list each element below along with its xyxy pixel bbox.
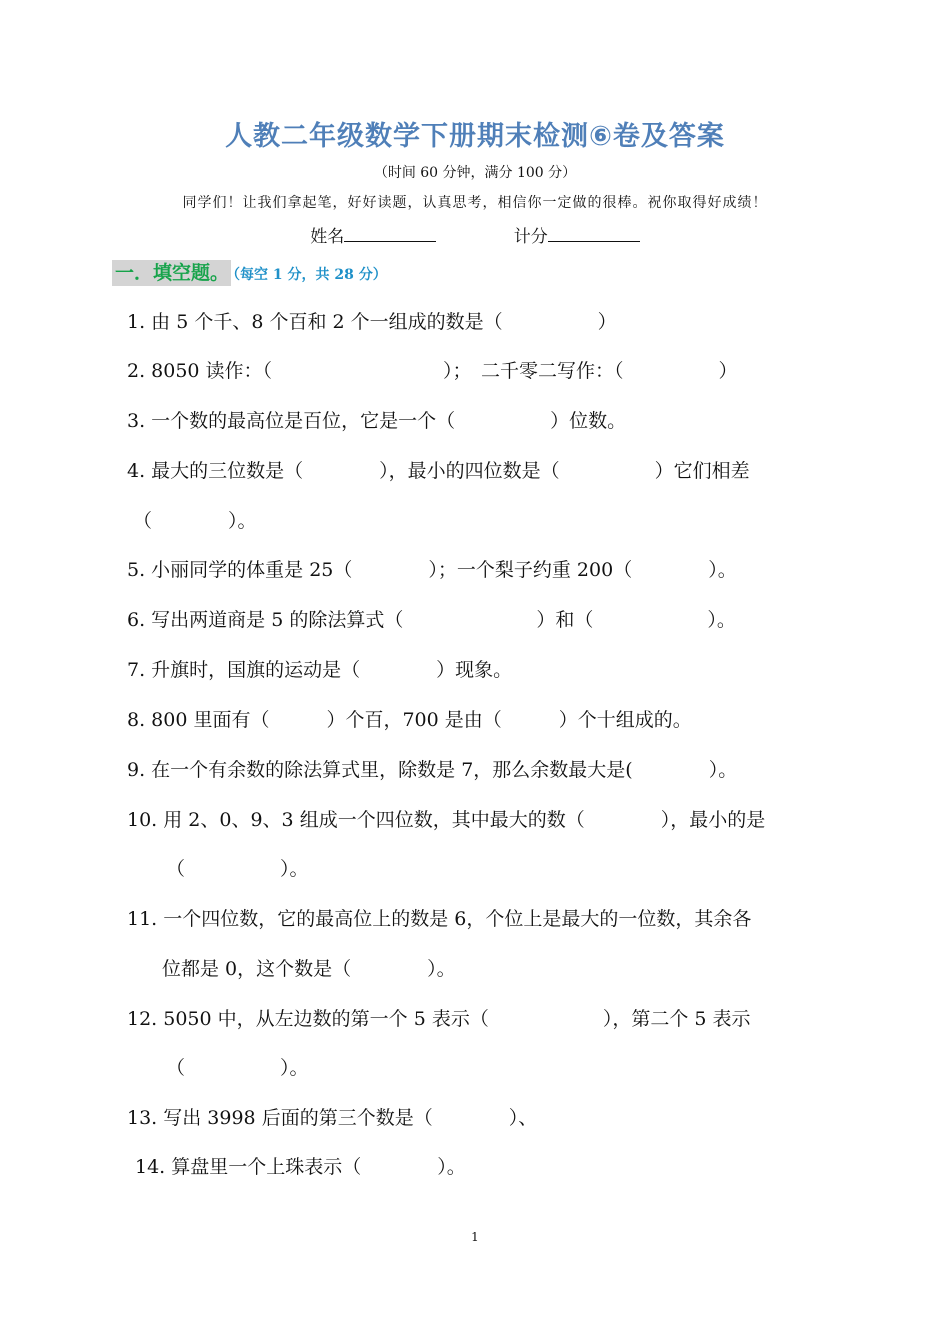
question-line: 10. 用 2、0、9、3 组成一个四位数，其中最大的数（ ），最小的是 xyxy=(127,809,766,831)
question-line: 12. 5050 中，从左边数的第一个 5 表示（ ），第二个 5 表示 xyxy=(127,1008,751,1030)
question-line: 位都是 0，这个数是（ ）。 xyxy=(162,958,456,980)
question-line: 9. 在一个有余数的除法算式里，除数是 7，那么余数最大是( ）。 xyxy=(127,759,738,781)
greeting-text: 同学们！让我们拿起笔，好好读题，认真思考，相信你一定做的很棒。祝你取得好成绩！ xyxy=(182,195,768,211)
question-line: 11. 一个四位数，它的最高位上的数是 6，个位上是最大的一位数，其余各 xyxy=(127,908,752,930)
question-line: （ ）。 xyxy=(133,510,257,532)
question-line: 8. 800 里面有（ ）个百，700 是由（ ）个十组成的。 xyxy=(127,709,692,731)
question-line: 14. 算盘里一个上珠表示（ ）。 xyxy=(135,1156,466,1178)
page-number: 1 xyxy=(471,1230,479,1244)
exam-subtitle: （时间 60 分钟，满分 100 分） xyxy=(373,165,577,181)
question-line: 3. 一个数的最高位是百位，它是一个（ ）位数。 xyxy=(127,410,627,432)
question-line: （ ）。 xyxy=(166,858,309,880)
question-line: 7. 升旗时，国旗的运动是（ ）现象。 xyxy=(127,659,513,681)
section-fill-in-blank xyxy=(112,258,387,285)
section-heading: 一．填空题。 xyxy=(112,260,231,286)
question-line: 6. 写出两道商是 5 的除法算式（ ）和（ ）。 xyxy=(127,609,736,631)
question-line: 1. 由 5 个千、8 个百和 2 个一组成的数是（ ） xyxy=(127,311,617,333)
question-line: （ ）。 xyxy=(166,1057,309,1079)
score-blank xyxy=(548,225,640,242)
score-field xyxy=(514,222,640,247)
name-field xyxy=(310,222,436,247)
name-score-row xyxy=(0,222,950,247)
question-line: 13. 写出 3998 后面的第三个数是（ ）、 xyxy=(127,1107,538,1129)
name-blank xyxy=(344,225,436,242)
question-line: 2. 8050 读作：（ ）； 二千零二写作：（ ） xyxy=(127,360,738,382)
name-label: 姓名 xyxy=(310,227,345,247)
section-note: （每空 1 分，共 28 分） xyxy=(233,267,387,283)
score-label: 计分 xyxy=(513,227,548,247)
question-line: 5. 小丽同学的体重是 25（ ）；一个梨子约重 200（ ）。 xyxy=(127,559,737,581)
question-line: 4. 最大的三位数是（ ），最小的四位数是（ ）它们相差 xyxy=(127,460,750,482)
page-title: 人教二年级数学下册期末检测⑥卷及答案 xyxy=(225,121,725,152)
